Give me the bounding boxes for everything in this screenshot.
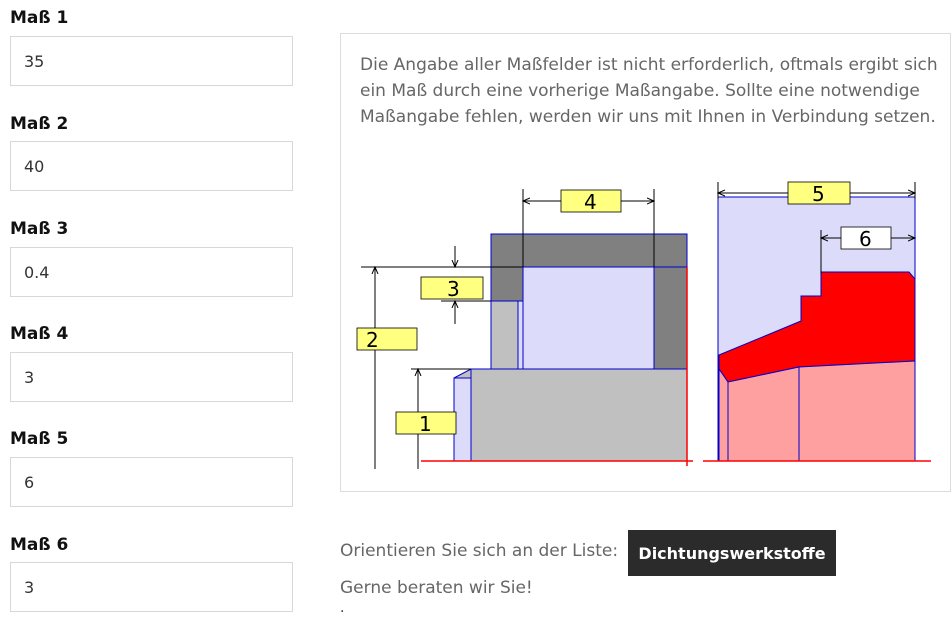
right-seal-drawing [703, 182, 931, 461]
field-label-3: Maß 3 [10, 219, 69, 239]
field-label-5: Maß 5 [10, 429, 69, 449]
field-label-6: Maß 6 [10, 535, 69, 555]
label-6: 6 [859, 227, 872, 251]
field-label-4: Maß 4 [10, 324, 69, 344]
field-label-1: Maß 1 [10, 8, 69, 28]
label-3: 3 [447, 277, 460, 301]
label-4: 4 [584, 190, 597, 214]
field-label-2: Maß 2 [10, 114, 69, 134]
label-2: 2 [366, 328, 379, 352]
shaft-body [454, 369, 687, 461]
mass-3-input[interactable] [10, 247, 293, 297]
label-5: 5 [812, 182, 825, 206]
mass-1-input[interactable] [10, 36, 293, 86]
gland-top-plate [491, 234, 687, 267]
mass-5-input[interactable] [10, 457, 293, 507]
label-1: 1 [419, 412, 432, 436]
gland-right-wall [654, 267, 687, 369]
groove-space [523, 267, 654, 369]
materials-list-button[interactable]: Dichtungswerkstoffe [628, 530, 836, 576]
info-text: Die Angabe aller Maßfelder ist nicht erforderlich, oftmals ergibt sich ein Maß durch eine vorherige Maßangabe. Sollte eine notwendige Maßangabe fehlen, werden wir uns mit Ihnen in Verbindung setzen. [360, 55, 938, 127]
left-seal-drawing [357, 189, 693, 469]
shaft-step [491, 301, 518, 369]
mass-2-input[interactable] [10, 141, 293, 191]
advice-text: Gerne beraten wir Sie! [340, 578, 533, 598]
mass-6-input[interactable] [10, 562, 293, 612]
chamfer-piece [491, 267, 523, 301]
trailing-dot: . [340, 600, 345, 616]
mass-4-input[interactable] [10, 352, 293, 402]
orient-text: Orientieren Sie sich an der Liste: [340, 541, 619, 561]
info-box [340, 33, 951, 492]
seal-dimension-diagram [341, 34, 952, 493]
